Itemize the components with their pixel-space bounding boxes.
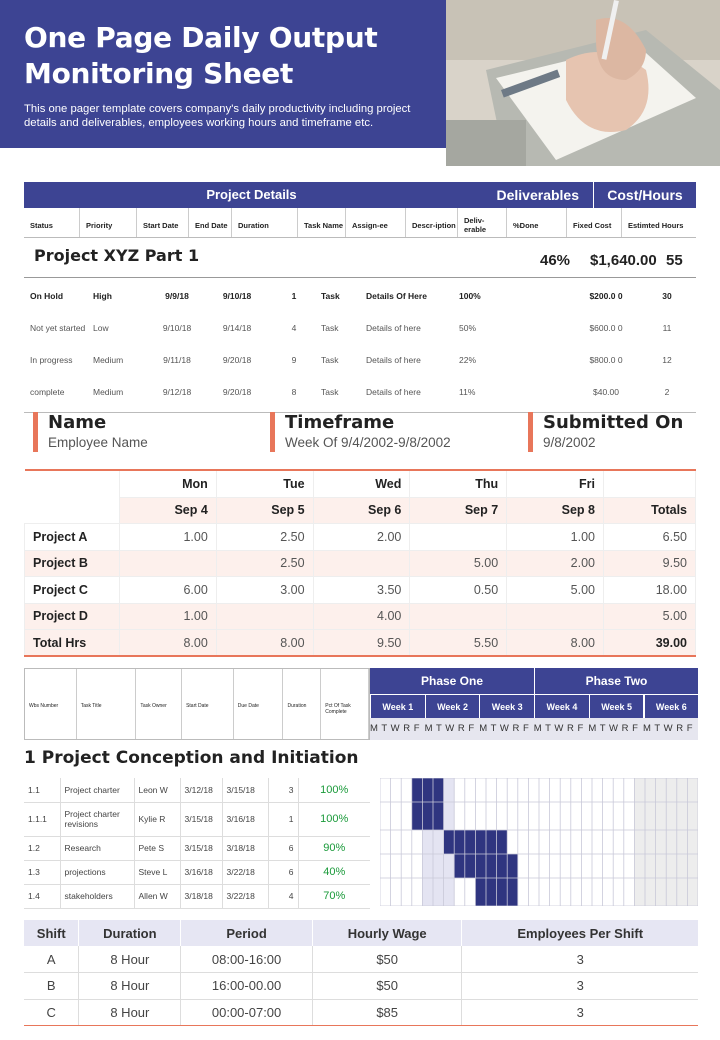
gantt-task-row	[24, 884, 370, 908]
timeframe-title: Timeframe	[285, 412, 395, 433]
day-header: Tue	[216, 470, 313, 497]
project-cell: Medium	[93, 386, 124, 397]
weekday-letters: M T W R F	[370, 723, 421, 734]
hours-cell: 0.50	[410, 577, 507, 604]
cost-hours-label: Cost/Hours	[593, 182, 696, 208]
task-cell: 3/16/18	[180, 860, 222, 884]
project-cell: In progress	[30, 354, 73, 365]
task-cell: Project charter	[60, 778, 134, 802]
project-label: Project B	[25, 550, 120, 577]
shift-table	[24, 920, 698, 1026]
project-cell: 30	[662, 290, 672, 301]
project-label: Project C	[25, 577, 120, 604]
hours-row	[25, 603, 696, 630]
weekday-letters: M T W R F	[588, 723, 639, 734]
shift-row	[24, 973, 698, 1000]
task-cell: 3/18/18	[180, 884, 222, 908]
hours-row	[25, 630, 696, 657]
weekday-letters: M T W R F	[424, 723, 475, 734]
task-cell: 3/12/18	[180, 778, 222, 802]
task-cell: Project charter revisions	[60, 802, 134, 836]
name-title: Name	[48, 412, 107, 433]
project-cell: complete	[30, 386, 65, 397]
task-cell: 40%	[298, 860, 370, 884]
project-cell: Details Of Here	[366, 290, 427, 301]
project-task-rows	[24, 278, 696, 413]
project-cell: 12	[662, 354, 672, 365]
date-header: Sep 7	[410, 497, 507, 524]
project-cell: Not yet started	[30, 322, 86, 333]
day-header: Mon	[120, 470, 217, 497]
task-cell: 1.3	[24, 860, 60, 884]
hours-cell	[410, 603, 507, 630]
gantt-column-header: Task Owner	[136, 669, 182, 739]
gantt-column-header: Task Title	[77, 669, 137, 739]
project-name: Project XYZ Part 1	[34, 246, 200, 265]
hours-cell	[120, 550, 217, 577]
task-cell: projections	[60, 860, 134, 884]
week-header: Week 5	[589, 694, 644, 718]
task-cell: 3/15/18	[180, 802, 222, 836]
gantt-column-header: Due Date	[234, 669, 284, 739]
hours-cell: 3.50	[313, 577, 410, 604]
task-cell: 70%	[298, 884, 370, 908]
shift-column-header: Shift	[24, 920, 79, 946]
summary-done: 46%	[540, 252, 571, 269]
project-cell: 22%	[459, 354, 477, 365]
shift-cell: B	[24, 973, 79, 1000]
hours-cell: 1.00	[507, 524, 604, 551]
project-cell: 9/20/18	[222, 354, 252, 365]
project-label: Total Hrs	[25, 630, 120, 657]
phase-two-label: Phase Two	[535, 668, 698, 694]
totals-header: Totals	[604, 497, 696, 524]
writing-photo-illustration	[446, 0, 720, 166]
hours-cell: 9.50	[313, 630, 410, 657]
hours-row	[25, 550, 696, 577]
project-details-table	[24, 182, 696, 413]
date-header: Sep 8	[507, 497, 604, 524]
project-task-row	[24, 344, 696, 376]
submitted-section	[528, 412, 683, 452]
hours-cell: 8.00	[216, 630, 313, 657]
project-cell: Task	[321, 322, 339, 333]
shift-column-header: Period	[181, 920, 313, 946]
project-cell: 2	[664, 386, 670, 397]
shift-cell: 3	[462, 973, 698, 1000]
hours-cell	[507, 603, 604, 630]
hours-cell: 6.00	[120, 577, 217, 604]
date-header: Sep 5	[216, 497, 313, 524]
row-total: 39.00	[604, 630, 696, 657]
hours-cell	[216, 603, 313, 630]
hours-cell: 3.00	[216, 577, 313, 604]
project-task-row	[24, 312, 696, 344]
task-cell: 100%	[298, 778, 370, 802]
row-total: 5.00	[604, 603, 696, 630]
gantt-task-row	[24, 802, 370, 836]
project-label: Project D	[25, 603, 120, 630]
gantt-column-header: Start Date	[182, 669, 234, 739]
hours-cell: 2.00	[507, 550, 604, 577]
project-cell: 9/14/18	[222, 322, 252, 333]
submitted-title: Submitted On	[543, 412, 684, 433]
shift-cell: $50	[312, 946, 462, 973]
col-deliverable: Deliv-erable	[458, 208, 507, 237]
gantt-task-row	[24, 778, 370, 802]
project-cell: $600.0 0	[589, 322, 623, 333]
task-cell: 1.4	[24, 884, 60, 908]
day-header: Fri	[507, 470, 604, 497]
task-cell: 90%	[298, 836, 370, 860]
hours-cell: 5.50	[410, 630, 507, 657]
phase-one-label: Phase One	[370, 668, 534, 694]
header-banner	[0, 0, 447, 148]
task-cell: 3	[268, 778, 298, 802]
weekday-letters: M T W R F	[642, 723, 694, 734]
hours-cell: 4.00	[313, 603, 410, 630]
project-cell: 11%	[459, 386, 476, 397]
hours-cell: 1.00	[120, 524, 217, 551]
project-task-row	[24, 376, 696, 408]
shift-cell: 3	[462, 946, 698, 973]
shift-cell: $85	[312, 999, 462, 1026]
project-task-row	[24, 280, 696, 312]
hours-cell: 8.00	[120, 630, 217, 657]
task-cell: stakeholders	[60, 884, 134, 908]
deliverables-label: Deliverables	[496, 187, 579, 203]
weekday-letters: M T W R F	[479, 723, 530, 734]
gantt-column-header: Wbs Number	[25, 669, 77, 739]
hours-cell: 8.00	[507, 630, 604, 657]
day-header: Thu	[410, 470, 507, 497]
summary-hours: 55	[666, 252, 683, 269]
task-cell: 1.1.1	[24, 802, 60, 836]
shift-cell: 3	[462, 999, 698, 1026]
gantt-task-table	[24, 778, 370, 909]
project-cell: 9	[291, 354, 297, 365]
gantt-section-title: 1 Project Conception and Initiation	[24, 748, 359, 768]
hours-row	[25, 524, 696, 551]
shift-cell: C	[24, 999, 79, 1026]
shift-column-header: Duration	[79, 920, 181, 946]
page-description: This one pager template covers company's daily productivity including project details and deliverables, employees working hours and timeframe etc.	[24, 103, 411, 129]
task-cell: 6	[268, 836, 298, 860]
task-cell: 3/22/18	[222, 884, 268, 908]
project-cell: 11	[662, 322, 672, 333]
weekday-row	[370, 718, 698, 740]
shift-cell: 00:00-07:00	[181, 999, 313, 1026]
shift-row	[24, 946, 698, 973]
project-table-header-band	[24, 182, 696, 208]
task-cell: 3/15/18	[222, 778, 268, 802]
col-done: %Done	[507, 208, 567, 237]
hero-photo	[446, 0, 720, 166]
col-duration: Duration	[232, 208, 298, 237]
task-cell: Leon W	[134, 778, 180, 802]
task-cell: Pete S	[134, 836, 180, 860]
hours-cell: 5.00	[507, 577, 604, 604]
date-header: Sep 4	[120, 497, 217, 524]
row-total: 6.50	[604, 524, 696, 551]
task-cell: 6	[268, 860, 298, 884]
gantt-task-bar	[412, 802, 444, 830]
project-cell: 9/10/18	[162, 322, 192, 333]
task-cell: 3/16/18	[222, 802, 268, 836]
project-cell: 100%	[459, 290, 481, 301]
project-cell: Details of here	[366, 354, 421, 365]
project-cell: $800.0 0	[589, 354, 623, 365]
shift-column-header: Hourly Wage	[312, 920, 462, 946]
shift-cell: 8 Hour	[79, 973, 181, 1000]
day-header: Wed	[313, 470, 410, 497]
col-start-date: Start Date	[137, 208, 189, 237]
hours-cell: 5.00	[410, 550, 507, 577]
task-cell: 1.2	[24, 836, 60, 860]
task-cell: Steve L	[134, 860, 180, 884]
week-header: Week 4	[534, 694, 589, 718]
project-summary-row	[24, 238, 696, 278]
shift-row	[24, 999, 698, 1026]
gantt-task-bar	[412, 778, 444, 802]
project-cell: Task	[321, 290, 340, 301]
project-cell: Details of here	[366, 322, 421, 333]
timeframe-value: Week Of 9/4/2002-9/8/2002	[285, 435, 451, 450]
project-cell: On Hold	[30, 290, 64, 301]
row-total: 18.00	[604, 577, 696, 604]
task-cell: 4	[268, 884, 298, 908]
week-header: Week 6	[644, 694, 699, 718]
submitted-date: 9/8/2002	[543, 435, 596, 450]
row-total: 9.50	[604, 550, 696, 577]
project-cell: $200.0 0	[589, 290, 623, 301]
shift-cell: A	[24, 946, 79, 973]
hours-cell: 2.00	[313, 524, 410, 551]
task-cell: 1	[268, 802, 298, 836]
project-label: Project A	[25, 524, 120, 551]
project-cell: High	[93, 290, 112, 301]
project-cell: 9/9/18	[165, 290, 189, 301]
weekday-letters: M T W R F	[533, 723, 584, 734]
project-cell: Medium	[93, 354, 124, 365]
project-cell: 9/10/18	[222, 290, 252, 301]
col-assignee: Assign-ee	[346, 208, 406, 237]
shift-column-header: Employees Per Shift	[462, 920, 698, 946]
task-cell: Kylie R	[134, 802, 180, 836]
task-cell: 3/22/18	[222, 860, 268, 884]
timeframe-section	[270, 412, 451, 452]
task-cell: 3/18/18	[222, 836, 268, 860]
project-cell: Details of here	[366, 386, 421, 397]
summary-cost: $1,640.00	[590, 252, 657, 269]
project-cell: Low	[93, 322, 109, 333]
employee-name: Employee Name	[48, 435, 148, 450]
gantt-chart-grid	[380, 778, 698, 906]
gantt-column-header: Pct Of Task Complete	[321, 669, 369, 739]
shift-cell: 8 Hour	[79, 999, 181, 1026]
col-estimated-hours: Estimted Hours	[628, 220, 684, 230]
project-cell: Task	[321, 354, 339, 365]
project-details-label: Project Details	[206, 187, 297, 202]
week-header: Week 1	[370, 694, 425, 718]
weekly-hours-table	[24, 469, 696, 657]
shift-cell: $50	[312, 973, 462, 1000]
col-priority: Priority	[80, 208, 137, 237]
project-cell: 9/20/18	[222, 386, 252, 397]
project-cell: 9/12/18	[162, 386, 192, 397]
shift-cell: 8 Hour	[79, 946, 181, 973]
task-cell: 1.1	[24, 778, 60, 802]
date-header: Sep 6	[313, 497, 410, 524]
project-cell: 50%	[459, 322, 477, 333]
hours-cell	[410, 524, 507, 551]
col-fixed-cost: Fixed Cost	[567, 208, 622, 237]
hours-row	[25, 577, 696, 604]
hours-cell	[313, 550, 410, 577]
project-cell: Task	[321, 386, 339, 397]
gantt-task-row	[24, 836, 370, 860]
name-section	[33, 412, 148, 452]
gantt-task-row	[24, 860, 370, 884]
hours-cell: 2.50	[216, 524, 313, 551]
gantt-header	[24, 668, 698, 740]
week-header: Week 3	[479, 694, 534, 718]
page-title: One Page Daily Output Monitoring Sheet	[24, 21, 378, 90]
col-status: Status	[24, 208, 80, 237]
task-cell: 3/15/18	[180, 836, 222, 860]
project-cell: 8	[291, 386, 297, 397]
hours-cell: 1.00	[120, 603, 217, 630]
project-cell: $40.00	[593, 386, 619, 397]
project-column-headers	[24, 208, 696, 238]
hours-cell: 2.50	[216, 550, 313, 577]
shift-cell: 08:00-16:00	[181, 946, 313, 973]
task-cell: 100%	[298, 802, 370, 836]
project-cell: 1	[291, 290, 297, 301]
week-header: Week 2	[425, 694, 480, 718]
gantt-column-header: Duration	[283, 669, 321, 739]
project-cell: 4	[291, 322, 297, 333]
shift-cell: 16:00-00.00	[181, 973, 313, 1000]
task-cell: Allen W	[134, 884, 180, 908]
task-cell: Research	[60, 836, 134, 860]
col-description: Descr-iption	[406, 208, 458, 237]
gantt-column-headers	[24, 668, 370, 740]
project-cell: 9/11/18	[163, 354, 191, 365]
col-end-date: End Date	[189, 208, 232, 237]
col-task-name: Task Name	[298, 208, 346, 237]
